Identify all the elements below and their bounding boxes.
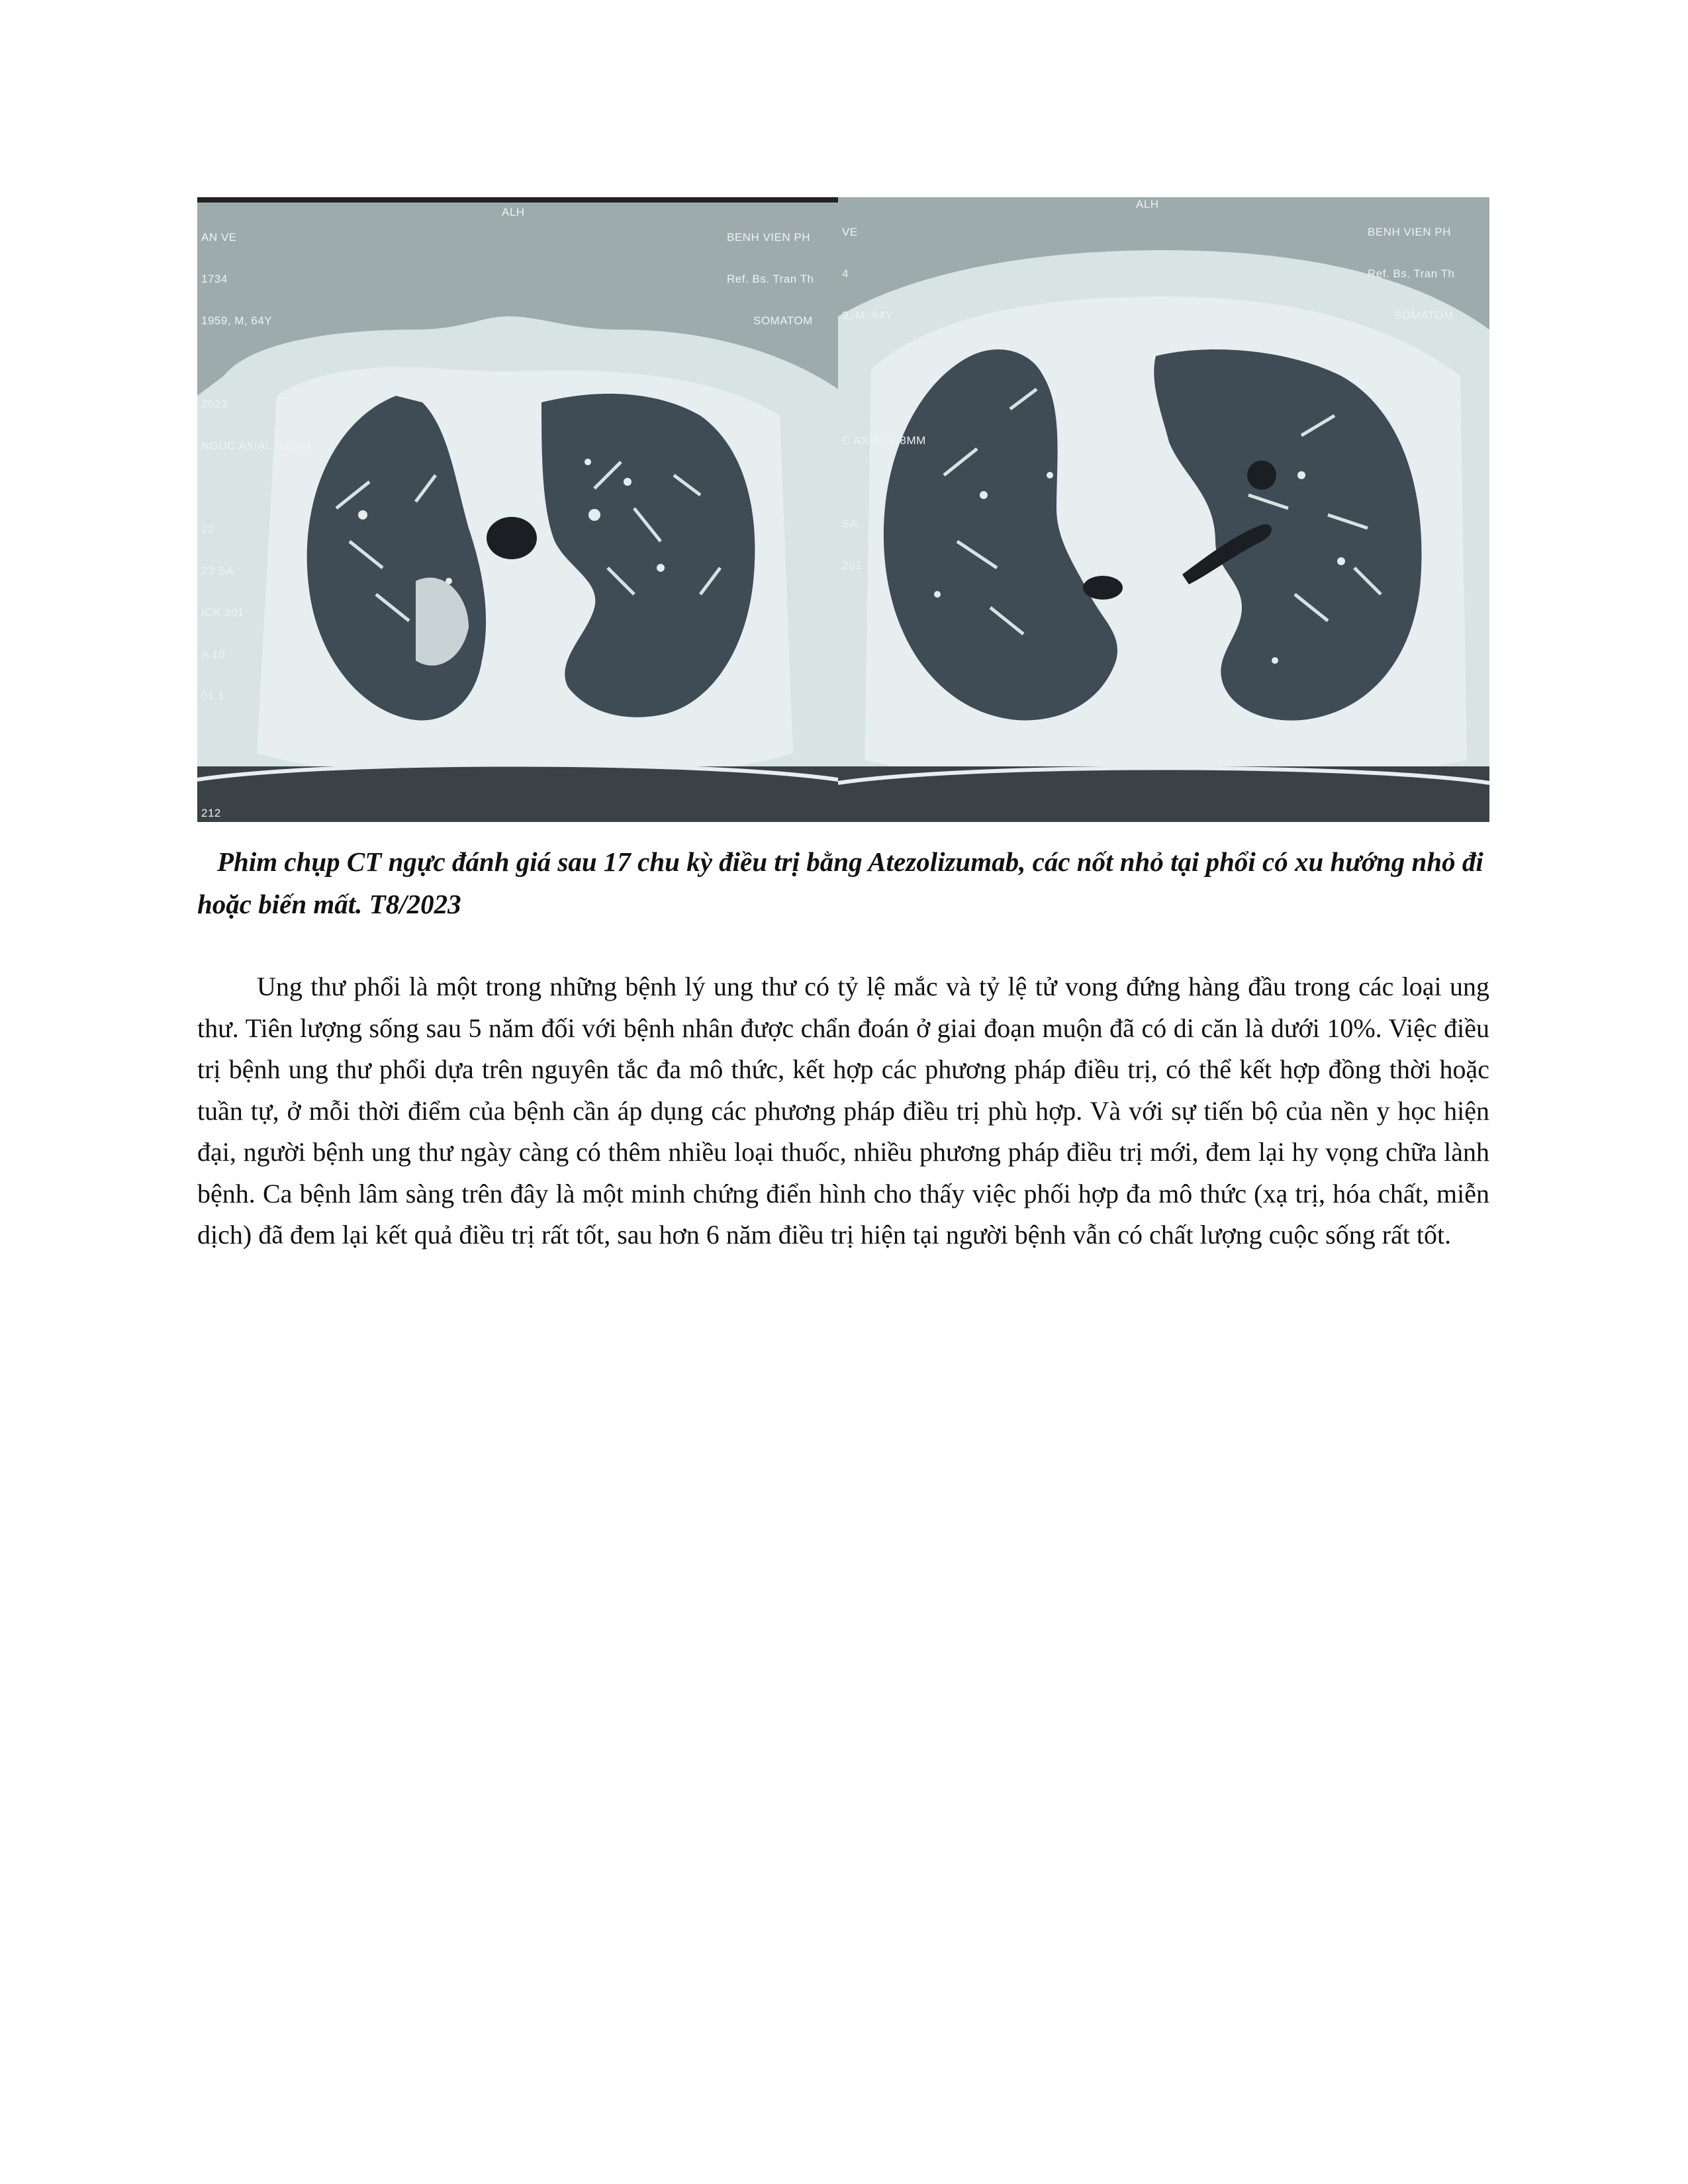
ct-header-line (201, 355, 311, 369)
ct-header-line: 1734 (201, 273, 228, 285)
ct-header-line: SOMATOM (753, 314, 813, 327)
ct-header-left (842, 197, 926, 600)
ct-header-left (201, 203, 311, 731)
ct-header-line: BENH VIEN PH (727, 231, 810, 244)
ct-header-line: 2023 (201, 398, 228, 410)
ct-scan-right (838, 197, 1489, 822)
ct-header-right (1368, 197, 1454, 350)
ct-header-line: 23 SA (201, 565, 234, 577)
ct-header-line (201, 480, 311, 494)
body-paragraph: Ung thư phổi là một trong những bệnh lý ung thư có tỷ lệ mắc và tỷ lệ tử vong đứng hàng đầu trong các loại ung thư. Tiên lượng sống sau 5 năm đối với bệnh nhân được chẩn đoán ở giai đoạn muộn đã có di căn là dưới 10%. Việc điều trị bệnh ung thư phổi dựa trên nguyên tắc đa mô thức, kết hợp các phương pháp điều trị, có thể kết hợp đồng thời hoặc tuần tự, ở mỗi thời điểm của bệnh cần áp dụng các phương pháp điều trị phù hợp. Và với sự tiến bộ của nền y học hiện đại, người bệnh ung thư ngày càng có thêm nhiều loại thuốc, nhiều phương pháp điều trị mới, đem lại hy vọng chữa lành bệnh. Ca bệnh lâm sàng trên đây là một minh chứng điển hình cho thấy việc phối hợp đa mô thức (xạ trị, hóa chất, miễn dịch) đã đem lại kết quả điều trị rất tốt, sau hơn 6 năm điều trị hiện tại người bệnh vẫn có chất lượng cuộc sống rất tốt. (197, 972, 1489, 1250)
ct-header-line: AN VE (201, 231, 237, 244)
ct-scan-left (197, 197, 838, 822)
ct-header-center: ALH (502, 206, 525, 218)
ct-header-line: 9, M, 64Y (842, 309, 894, 322)
ct-header-line: 201 (842, 559, 862, 572)
ct-header-line (842, 350, 926, 364)
ct-header-line: C AXIAL 0.8MM (842, 434, 926, 447)
ct-header-line: 4 (842, 267, 849, 280)
ct-header-line: NGUC AXIAL 0.8MM (201, 439, 312, 452)
ct-header-line: BENH VIEN PH (1368, 226, 1451, 238)
ct-header-line: VE (842, 226, 858, 238)
figure-caption: Phim chụp CT ngực đánh giá sau 17 chu kỳ điều trị bằng Atezolizumab, các nốt nhỏ tại phổi có xu hướng nhỏ đi hoặc biến mất. T8/2023 (197, 846, 1483, 919)
ct-header-line: SA (842, 518, 858, 530)
ct-header-line: SOMATOM (1394, 309, 1454, 322)
ct-header-line: Ref. Bs. Tran Th (1368, 267, 1455, 280)
ct-header-line: A 10 (201, 648, 226, 660)
ct-header-line: 1959, M, 64Y (201, 314, 273, 327)
ct-header-line (842, 392, 926, 406)
ct-footer: 212 (201, 807, 221, 819)
ct-figure (197, 197, 1489, 822)
ct-header-line: 01.1 (201, 690, 225, 702)
ct-header-right (727, 203, 814, 355)
ct-header-center: ALH (1136, 198, 1159, 210)
ct-header-line: 22 (201, 523, 214, 535)
ct-header-line: ICK 201 (201, 606, 244, 619)
ct-header-line (842, 475, 926, 489)
ct-header-line: Ref. Bs. Tran Th (727, 273, 814, 285)
